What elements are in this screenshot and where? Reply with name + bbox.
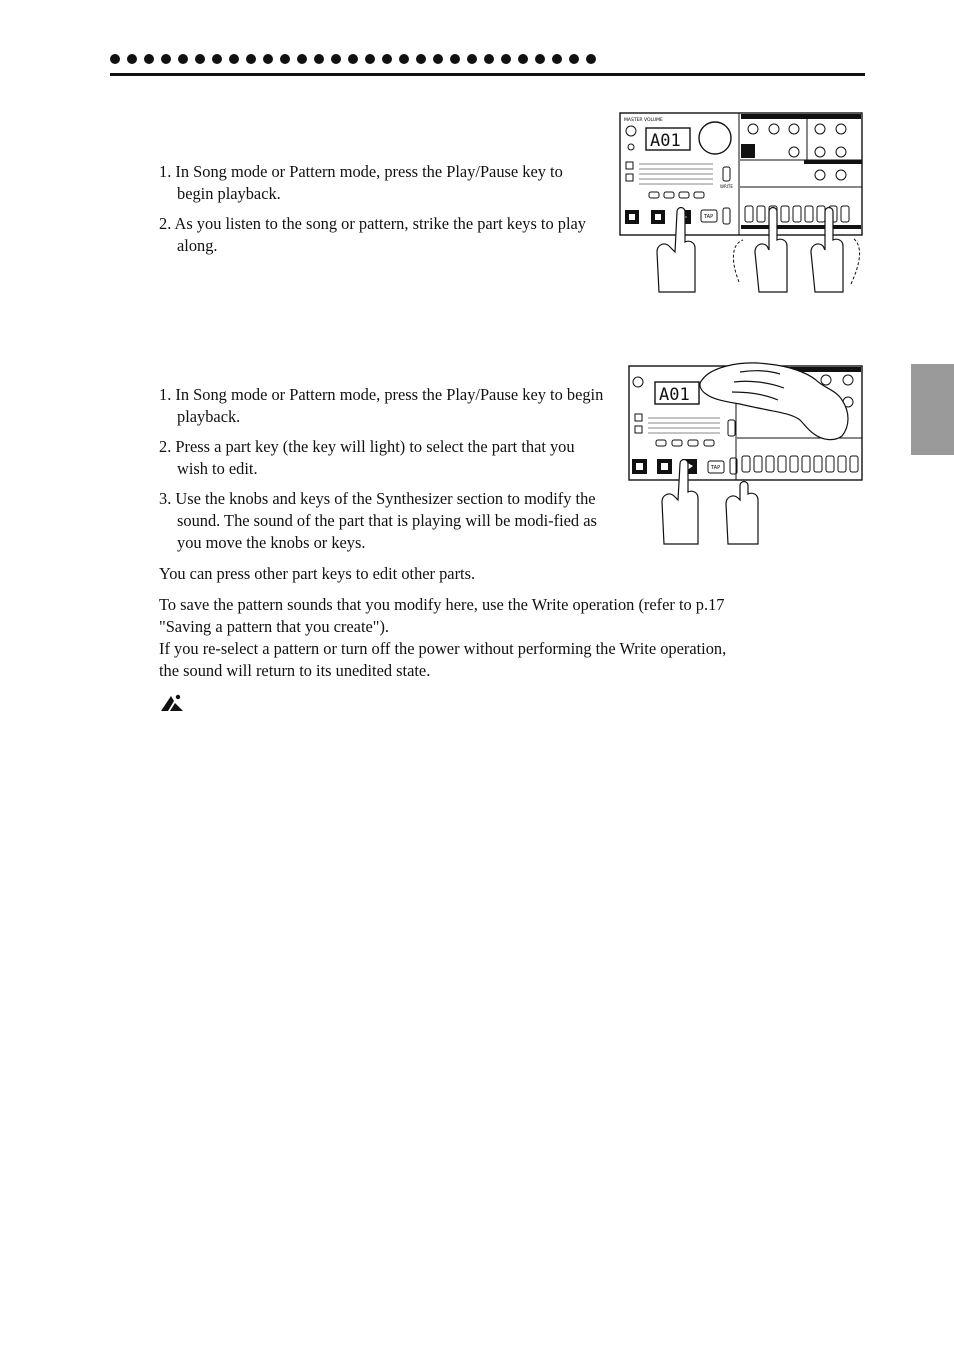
device-illustration-edit-sound [628,360,864,546]
section1-step-2: 2. As you listen to the song or pattern, strike the part keys to play along. [159,214,586,255]
section2-step-2: 2. Press a part key (the key will light) to select the part that you wish to edit. [159,437,575,478]
note-save-line-1: To save the pattern sounds that you modify here, use the Write operation (refer to p.17 [159,595,725,614]
note-save-line-2: "Saving a pattern that you create"). [159,617,390,636]
section1-steps [159,161,601,257]
section2-step-1: 1. In Song mode or Pattern mode, press the Play/Pause key to begin playback. [159,385,604,426]
tap-label-2: TAP [711,465,721,471]
master-volume-label: MASTER VOLUME [624,118,663,123]
write-label: WRITE [720,184,733,189]
led-display: A01 [650,131,681,151]
section1-step-1: 1. In Song mode or Pattern mode, press the Play/Pause key to begin playback. [159,162,563,203]
note-save [159,594,799,682]
note-reselect-line-2: the sound will return to its unedited state. [159,661,431,680]
header-dot-row [110,54,596,64]
tap-label: TAP [704,214,714,220]
note-other-parts: You can press other part keys to edit other parts. [159,564,476,583]
led-display-2: A01 [659,385,690,405]
note-reselect-line-1: If you re-select a pattern or turn off the power without performing the Write operation, [159,639,727,658]
chapter-side-tab [911,364,954,455]
warning-icon [159,693,185,713]
device-illustration-play-along [619,112,864,294]
section2-step-3: 3. Use the knobs and keys of the Synthesizer section to modify the sound. The sound of the part that is playing will be modi-fied as you move the knobs or keys. [159,489,597,552]
header-rule [110,73,865,76]
section2-steps [159,384,609,554]
